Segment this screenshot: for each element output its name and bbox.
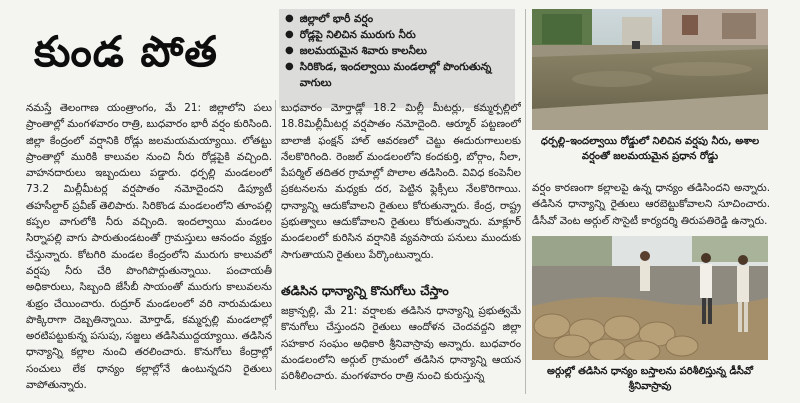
photo-wet-grain-bags [532, 236, 768, 360]
article-paragraph: బుధవారం మోర్తాడ్లో 18.2 మిల్లీ మీటర్లు, కమ్మర్పల్లిలో 18.8మిల్లీమీటర్ల వర్షపాతం నమోదైంది. ఆర్మూర్ పట్టణంలో బాలాజీ ఫంక్షన్ హాల్ ఆవరణలో చెట్టు ఈదురుగాలులకు నేలకొరిగింది. రెంజల్ మండలంలోని కందకుర్తి, బోర్గాం, నీలా, పేపర్మిల్ తదితర గ్రామాల్లో పొలాల తడిసింది. వివిధ కంపెనీల ప్రకటనలను మధ్యకు దర, పెట్టిన ఫ్లెక్సీలు నేలకొరిగాయి. ధాన్యాన్ని ఆదుకోవాలని రైతులు కోరుతున్నారు. కేంద్ర, రాష్ట్ర ప్రభుత్వాలు ఆదుకోవాలని రైతులు కోరుతున్నారు. మాక్లూర్ మండలంలో కురిసిన వర్షానికి వ్యవసాయ పనులు ముందుకు సాగుతాయని రైతులు పేర్కొంటున్నారు. [281, 102, 521, 261]
highlight-text: జలమయమైన శివారు కాలనీలు [299, 45, 427, 57]
article-column-2b [281, 303, 521, 393]
highlight-item [285, 27, 509, 43]
photo-flooded-road [532, 9, 768, 130]
article-paragraph: జక్రాన్పల్లి, మే 21: వర్షాలకు తడిసిన ధాన్యాన్ని ప్రభుత్వమే కొనుగోలు చేస్తుందని రైతులు ఆందోళన చెందవద్దని జిల్లా సహకార సంఘం అధికారి శ్రీనివాస్రావు అన్నారు. బుధవారం మండలంలోని అర్గుల్ గ్రామంలో తడిసిన ధాన్యాన్ని ఆయన పరిశీలించారు. మంగళవారం రాత్రి నుంచి కురుస్తున్న [281, 305, 521, 383]
headline: కుండ పోత [34, 27, 218, 76]
highlight-item [285, 59, 509, 91]
article-column-1 [26, 100, 272, 395]
article-paragraph: వర్షం కారణంగా కల్లాలపై ఉన్న ధాన్యం తడిసిందని అన్నారు. తడిసిన ధాన్యాన్ని రైతులు ఆరబెట్టుకోవాలని సూచించారు. డీసీవో వెంట అర్గుల్ సొసైటీ కార్యదర్శి తిరుపతిరెడ్డి ఉన్నారు. [532, 182, 770, 227]
highlight-text: రోడ్లపై నిలిచిన మురుగు నీరు [299, 29, 416, 41]
bullet-icon: ● [285, 45, 294, 56]
highlight-text: జిల్లాలో భారీ వర్షం [299, 13, 374, 25]
highlights-box [279, 9, 515, 108]
photo-caption-2: అర్గుల్లో తడిసిన ధాన్యం బస్తాలను పరిశీలిస్తున్న డీసీవో శ్రీనివాస్రావు [547, 366, 753, 392]
article-column-2 [281, 100, 521, 278]
column-divider [525, 9, 526, 394]
bullet-icon: ● [285, 13, 294, 24]
bullet-icon: ● [285, 61, 294, 72]
article-paragraph: నమస్తే తెలంగాణ యంత్రాంగం, మే 21: జిల్లాలోని పలు ప్రాంతాల్లో మంగళవారం రాత్రి, బుధవారం భారీ వర్షం కురిసింది. జిల్లా కేంద్రంలో వర్షానికి రోడ్లు జలమయమయ్యాయి. లోతట్టు ప్రాంతాల్లో మురికి కాలువల నుంచి నీరు రోడ్లపైకి వచ్చింది. వాహనదారులు ఇబ్బందులు పడ్డారు. ధర్పల్లి మండలంలో 73.2 మిల్లీమీటర్ల వర్షపాతం నమోదైందని డిప్యూటీ తహసీల్దార్ ప్రవీణ్ తెలిపారు. సిరికొండ మండలంలోని తూంపల్లి కప్పల వాగులోకి నీరు వచ్చింది. ఇందల్వాయి మండలం సిర్నాపల్లి వాగు పారుతుండటంతో గ్రామస్తులు ఆనందం వ్యక్తం చేస్తున్నారు. కోటగిరి మండల కేంద్రంలోని మురుగు కాలువలో వర్షపు నీరు చేరి పొంగిపొర్లుతున్నాయి. పంచాయతీ అధికారులు, సిబ్బంది జేసీబీ సాయంతో మురుగు కాలువలను శుభ్రం చేయించారు. రుద్రూర్ మండలంలో వరి నారుమడులు పొక్కిరాగా దెబ్బతిన్నాయి. మోర్తాడ్, కమ్మర్పల్లి మండలాల్లో అరటిపట్టుకున్న పసుపు, సజ్జలు తడిసిముద్దయ్యాయి. తడిసిన ధాన్యాన్ని కల్లాల నుంచి తరలించారు. కొనుగోలు కేంద్రాల్లో సంచులు లేక ధాన్యం కల్లాల్లోనే ఉంటున్నదని రైతులు వాపోతున్నారు. [26, 102, 272, 392]
bullet-icon: ● [285, 29, 294, 40]
column-divider [275, 100, 276, 390]
sub-headline: తడిసిన ధాన్యాన్ని కొనుగోలు చేస్తాం [281, 283, 449, 298]
photo-caption-1: ధర్పల్లి–ఇందల్వాయి రోడ్డులో నిలిచిన వర్షపు నీరు, అశాల వర్షంతో జలమయమైన ప్రధాన రోడ్డు [540, 136, 760, 162]
highlight-item [285, 11, 509, 27]
highlight-text: సిరికొండ, ఇందల్వాయి మండలాల్లో పొంగుతున్న వాగులు [299, 61, 492, 89]
grain-bags-image [532, 236, 768, 360]
flooded-road-image [532, 9, 768, 130]
highlight-item [285, 43, 509, 59]
article-column-3 [532, 180, 770, 232]
